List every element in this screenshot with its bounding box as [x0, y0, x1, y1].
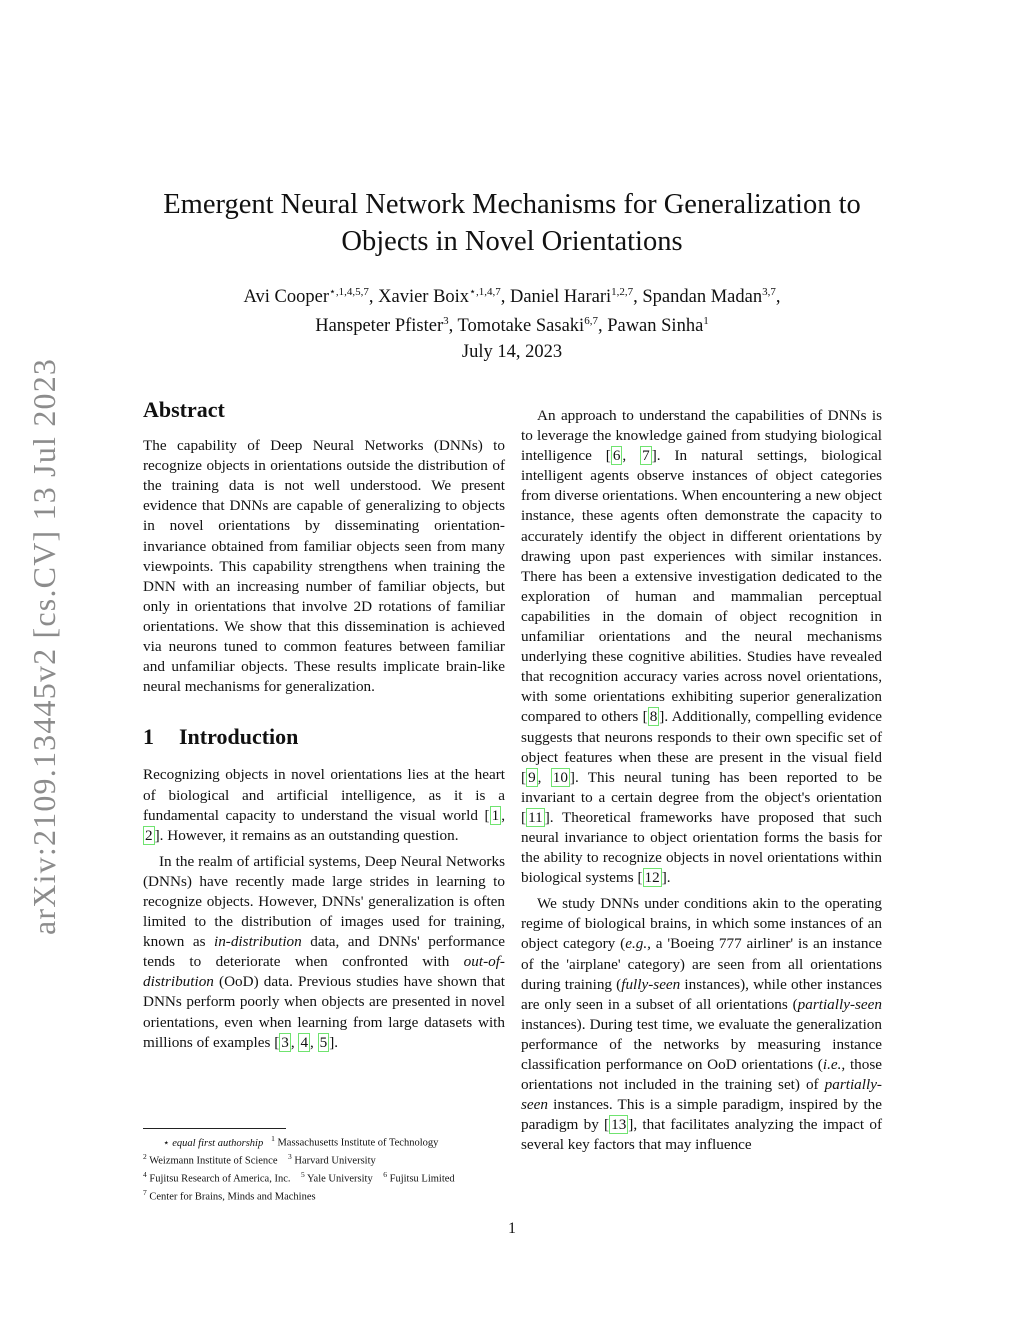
citation-link[interactable]: 6	[612, 447, 621, 465]
citation-link[interactable]: 11	[528, 808, 543, 826]
author-name: Pawan Sinha	[607, 316, 704, 337]
footnote-rule	[143, 1128, 286, 1129]
author-affiliation: 3,7	[762, 286, 776, 298]
abstract-heading: Abstract	[143, 397, 225, 422]
author-name: Hanspeter Pfister	[315, 316, 444, 337]
intro-paragraph-2: In the realm of artificial systems, Deep Neural Networks (DNNs) have recently made large strides in learning to recognize objects. However, DNNs' generalization is often limited to the distribution of images used for training, known as in-distribution data, and DNNs' performance tends to deteriorate when confronted with out-of-distribution (OoD) data. Previous studies have shown that DNNs perform poorly when objects are presented in novel orientations, even when learning from large datasets with millions of examples [ 3 , 4 , 5 ].	[143, 852, 505, 1051]
right-column	[521, 406, 882, 1155]
citation-link[interactable]: 7	[642, 447, 650, 465]
author-affiliation: 6,7	[584, 315, 598, 328]
intro-paragraph-1: Recognizing objects in novel orientations lies at the heart of biological and artificial intelligence, as it is a fundamental capacity to understand the visual world [ 1 , 2 ]. However, it remains as an outstanding question.	[143, 766, 505, 844]
citation-link[interactable]: 10	[552, 768, 568, 786]
citation-link[interactable]: 8	[649, 708, 658, 726]
author-affiliation: 1	[703, 315, 709, 328]
author-affiliation: ⋆,1,4,5,7	[328, 286, 369, 298]
author-name: Daniel Harari	[509, 287, 612, 308]
author-name: Spandan Madan	[642, 287, 763, 308]
citation-link[interactable]: 13	[611, 1116, 627, 1134]
author-name: Xavier Boix	[378, 287, 470, 308]
citation-link[interactable]: 1	[491, 806, 500, 824]
citation-link[interactable]: 12	[644, 869, 660, 887]
author-affiliation: 1,2,7	[611, 286, 634, 298]
paper-title: Emergent Neural Network Mechanisms for Generalization to Objects in Novel Orientations	[163, 189, 861, 257]
author-name: Tomotake Sasaki	[457, 316, 585, 337]
citation-link[interactable]: 3	[281, 1033, 289, 1051]
author-affiliation: ⋆,1,4,7	[469, 286, 501, 298]
section-heading	[143, 724, 505, 750]
intro-paragraph-3: An approach to understand the capabilities of DNNs is to leverage the knowledge gained from studying biological intelligence [ 6 , 7 ]. In natural settings, biological intelligent agents observe instances of object categories from diverse orientations. When encountering a new object instance, these agents often demonstrate the capacity to accurately identify the object in different orientations by drawing upon past experiences with similar instances. There has been a extensive investigation dedicated to the exploration of human and mammalian perceptual capabilities in the domain of object recognition in unfamiliar orientations and the neural mechanisms underlying these cognitive abilities. Studies have revealed that recognition accuracy varies across novel orientations, with some orientations exhibiting superior generalization compared to others [ 8 ]. Additionally, compelling evidence suggests that neurons responds to their own specific set of object features when these are present in the visual field [ 9 , 10 ]. This neural tuning has been reported to be invariant to a certain degree from the object's orientation [ 11 ]. Theoretical frameworks have proposed that such neural invariance to object orientation forms the basis for the ability to recognize objects in novel orientations within biological systems [ 12 ].	[521, 407, 883, 887]
citation-link[interactable]: 9	[528, 768, 536, 786]
section-number: 1	[143, 724, 154, 750]
author-name: Avi Cooper	[243, 287, 329, 308]
author-list: Avi Cooper$^{⋆,1,4,5,7}$, Xavier Boix$^{⋆,1,4,7}$, Daniel Harari$^{1,2,7}$, Spandan Madan$^{3,7}$, Hanspeter Pfister$^3$, Tomotake Sasaki$^{6,7}$, Pawan Sinha$^1$	[243, 286, 781, 337]
page-number: 1	[508, 1220, 516, 1237]
citation-link[interactable]: 2	[145, 826, 153, 844]
left-column	[143, 397, 505, 1053]
section-title: Introduction	[179, 724, 299, 750]
citation-link[interactable]: 4	[300, 1033, 309, 1051]
publication-date: July 14, 2023	[461, 342, 563, 362]
abstract-text: The capability of Deep Neural Networks (DNNs) to recognize objects in orientations outside the distribution of the training data is not well understood. We present evidence that DNNs are capable of generalizing to objects in novel orientations by disseminating orientation-invariance obtained from familiar objects seen from many viewpoints. This capability strengthens when training the DNN with an increasing number of familiar objects, but only in orientations that involve 2D rotations of familiar orientations. We show that this dissemination is achieved via neurons tuned to common features between familiar and unfamiliar objects. These results implicate brain-like neural mechanisms for generalization.	[143, 437, 505, 696]
intro-paragraph-4: We study DNNs under conditions akin to the operating regime of biological brains, in which some instances of an object category (e.g., a 'Boeing 777 airliner' is an instance of the 'airplane' category) are seen from all orientations during training (fully-seen instances), while other instances are only seen in a subset of all orientations (partially-seen instances). During test time, we evaluate the generalization performance of the networks by measuring instance classification performance on OoD orientations (i.e., those orientations not included in the training set) of partially-seen instances. This is a simple paradigm, inspired by the paradigm by [ 13 ], that facilitates analyzing the impact of several key factors that may influence	[521, 895, 883, 1154]
author-affiliation: 3	[443, 315, 449, 328]
footnotes: ⋆ equal first authorship $^1$ Massachusetts Institute of Technology $^2$ Weizmann Institute of Science $^3$ Harvard University $^4$ Fujitsu Research of America, Inc. $^5$ Yale University $^6$ Fujitsu Limited $^7$ Center for Brains, Minds and Machines	[143, 1134, 455, 1203]
citation-link[interactable]: 5	[319, 1033, 328, 1051]
arxiv-identifier: arXiv:2109.13445v2 [cs.CV] 13 Jul 2023	[26, 357, 62, 935]
